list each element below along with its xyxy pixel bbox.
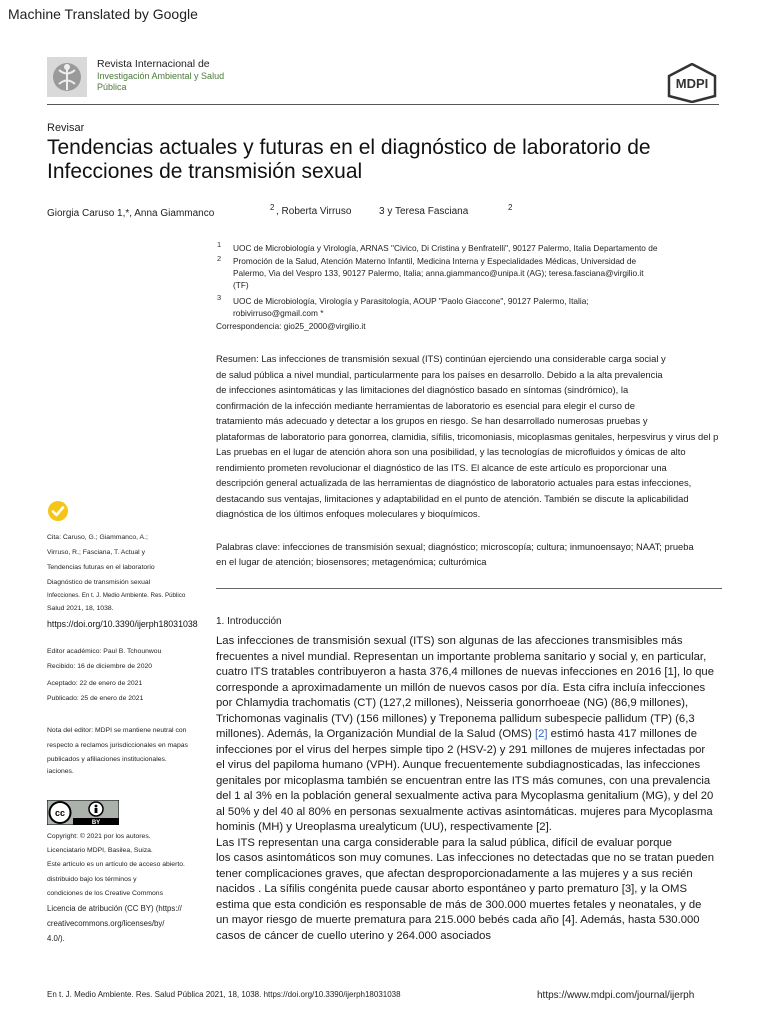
article-title: Tendencias actuales y futuras en el diagnóstico de laboratorio de Infecciones de transmisión sexual: [47, 136, 651, 183]
keywords-divider: [216, 588, 722, 589]
body-text-line: [216, 899, 701, 912]
body-text: frecuentes a nivel mundial. Representan un importante problema sanitario y social y, en particular,: [216, 651, 707, 663]
body-text: los casos asintomáticos son muy comunes. Las infecciones no detectadas que no se tratan pueden: [216, 852, 714, 864]
body-text-line: [216, 852, 714, 865]
abstract-line: confirmación de la infección mediante herramientas de laboratorio es esencial para elegir el curso de: [216, 400, 635, 411]
body-text-line: [216, 806, 713, 819]
body-text: tener complicaciones graves, que afectan desproporcionadamente a las mujeres y a sus recién: [216, 868, 693, 880]
copyright-line: Licenciatario MDPI, Basilea, Suiza.: [47, 847, 153, 854]
affiliation-line: UOC de Microbiología y Virología, ARNAS "Civico, Di Cristina y Benfratelli", 90127 Palermo, Italia Departamento de: [233, 243, 658, 253]
body-text-line: [216, 635, 683, 648]
affiliation-line: (TF): [233, 280, 249, 290]
abstract-line: de infecciones asintomáticas y las limitaciones del diagnóstico basado en síntomas (sindrómico), la: [216, 384, 629, 395]
copyright-line: condiciones de los Creative Commons: [47, 890, 163, 897]
body-text-line: [216, 883, 687, 896]
abstract-line: diagnóstica de los últimos enfoques moleculares y bioquímicos.: [216, 508, 481, 519]
copyright-line: Este artículo es un artículo de acceso abierto.: [47, 861, 185, 868]
editor-note-line: iaciones.: [47, 768, 74, 775]
doi-link[interactable]: https://doi.org/10.3390/ijerph18031038: [47, 619, 198, 629]
body-text-line: [216, 713, 695, 726]
body-text: por Chlamydia trachomatis (CT) (127,2 millones), Neisseria gonorrhoeae (NG) (86,9 millones),: [216, 697, 689, 709]
journal-url[interactable]: https://www.mdpi.com/journal/ijerph: [537, 990, 695, 1001]
body-text-line: [216, 682, 705, 695]
body-text-line: [216, 930, 491, 943]
copyright-line: Copyright: © 2021 por los autores.: [47, 833, 151, 840]
abstract-line: rendimiento prometen revolucionar el diagnóstico de las ITS. El alcance de este artículo es proporcionar una: [216, 462, 667, 473]
machine-translation-banner: Machine Translated by Google: [8, 6, 198, 22]
footer-citation: En t. J. Medio Ambiente. Res. Salud Pública 2021, 18, 1038. https://doi.org/10.3390/ijerph18031038: [47, 990, 401, 999]
editor-note-line: publicados y afiliaciones institucionales.: [47, 756, 167, 763]
license-line: 4.0/).: [47, 934, 65, 943]
body-text: infecciones por el virus del herpes simple tipo 2 (HSV-2) y 291 millones de mujeres infectadas por: [216, 744, 706, 756]
author-superscript-1: 2: [270, 203, 275, 212]
body-text-line: [216, 868, 693, 881]
body-text-line: [216, 744, 705, 757]
journal-logo-icon: [47, 57, 87, 97]
body-text-line: [216, 666, 714, 679]
article-type: Revisar: [47, 122, 85, 134]
body-text-line: [216, 914, 700, 927]
body-text: Trichomonas vaginalis (TV) (156 millones) y Treponema pallidum subespecie pallidum (TP) (6,3: [216, 713, 695, 725]
journal-subtitle-1: Investigación Ambiental y Salud: [97, 71, 225, 81]
affiliation-line: Palermo, Via del Vespro 133, 90127 Palermo, Italia; anna.giammanco@unipa.it (AG); teresa.fasciana@virgilio.it: [233, 268, 644, 278]
body-text-line: [216, 790, 713, 803]
academic-editor: Editor académico: Paul B. Tchounwou: [47, 648, 162, 655]
svg-text:cc: cc: [54, 808, 66, 818]
body-text: un mayor riesgo de muerte prematura para 215.000 bebés cada año [4]. Además, hasta 530.000: [216, 914, 700, 926]
copyright-line: distribuido bajo los términos y: [47, 876, 137, 883]
body-text: nacidos . La sífilis congénita puede causar aborto espontáneo y parto prematuro [3], y la OMS: [216, 883, 687, 895]
author-superscript-2: 2: [508, 203, 513, 212]
editor-note-line: respecto a reclamos jurisdiccionales en mapas: [47, 742, 188, 749]
citation-line: Salud 2021, 18, 1038.: [47, 605, 114, 612]
body-text: casos de cáncer de cuello uterino y 264.000 asociados: [216, 930, 492, 942]
body-text: el virus del papiloma humano (VPH). Aunque frecuentemente subdiagnosticadas, las infecciones: [216, 759, 701, 771]
abstract-line: Resumen: Las infecciones de transmisión sexual (ITS) continúan ejerciendo una considerable carga social y: [216, 353, 666, 364]
body-text: hominis (MH) y Ureoplasma urealyticum (UU), respectivamente [2].: [216, 821, 552, 833]
abstract-line: plataformas de laboratorio para gonorrea, clamidia, sífilis, tricomoniasis, micoplasmas genitales, herpesvirus y virus del p: [216, 431, 719, 442]
affiliation-number: 1: [217, 240, 222, 249]
authors-part1: Giorgia Caruso 1,*, Anna Giammanco: [47, 208, 215, 219]
check-for-updates-icon[interactable]: [47, 500, 69, 522]
body-text: cuatro ITS tratables contribuyeron a hasta 376,4 millones de nuevas infecciones en 2016 [1], lo que: [216, 666, 715, 678]
citation-link[interactable]: [2]: [534, 728, 548, 740]
affiliation-line: Promoción de la Salud, Atención Materno Infantil, Medicina Interna y Especialidades Médicas, Universidad de: [233, 256, 637, 266]
journal-subtitle-2: Pública: [97, 82, 127, 92]
received-date: Recibido: 16 de diciembre de 2020: [47, 663, 153, 670]
keywords-line: en el lugar de atención; biosensores; metagenómica; culturómica: [216, 556, 487, 567]
citation-line: Infecciones. En t. J. Medio Ambiente. Res. Público: [47, 592, 186, 599]
citation-line: Diagnóstico de transmisión sexual: [47, 579, 151, 586]
authors-part2: , Roberta Virruso: [276, 206, 352, 217]
published-date: Publicado: 25 de enero de 2021: [47, 695, 144, 702]
citation-line: Tendencias futuras en el laboratorio: [47, 564, 155, 571]
correspondence: Correspondencia: gio25_2000@virgilio.it: [216, 321, 366, 331]
cc-by-label: BY: [91, 820, 101, 825]
publisher-name: MDPI: [675, 76, 709, 91]
editor-note-line: Nota del editor: MDPI se mantiene neutral con: [47, 727, 187, 734]
abstract-line: Las pruebas en el lugar de atención ahora son una posibilidad, y las tecnologías de microfluidos y ómicas de alto: [216, 446, 686, 457]
body-text-line: [216, 837, 672, 850]
body-text: del 1 al 3% en la población general sexualmente activa para Mycoplasma genitalium (MG), y del 20: [216, 790, 714, 802]
body-text-line: [216, 651, 706, 664]
license-line[interactable]: creativecommons.org/licenses/by/: [47, 919, 165, 928]
affiliation-line: UOC de Microbiología, Virología y Parasitología, AOUP "Paolo Giaccone", 90127 Palermo, Italia;: [233, 296, 589, 306]
body-text-line: [216, 775, 710, 788]
section-title: 1. Introducción: [216, 616, 282, 627]
affiliation-number: 3: [217, 293, 222, 302]
authors-part3: 3 y Teresa Fasciana: [379, 206, 469, 217]
body-text: genitales por micoplasma también se encuentran entre las ITS más comunes, con una prevalencia: [216, 775, 711, 787]
body-text-line: [216, 697, 688, 710]
affiliation-number: 2: [217, 254, 222, 263]
affiliation-line: robivirruso@gmail.com *: [233, 308, 324, 318]
keywords-line: Palabras clave: infecciones de transmisión sexual; diagnóstico; microscopía; cultura; inmunoensayo; NAAT; prueba: [216, 541, 694, 552]
abstract-line: de salud pública a nivel mundial, particularmente para los países en desarrollo. Debido a la alta prevalencia: [216, 369, 663, 380]
body-text: Las infecciones de transmisión sexual (ITS) son algunas de las afecciones transmisibles más: [216, 635, 683, 647]
mdpi-logo-icon: [666, 63, 718, 103]
abstract-line: destacando sus ventajas, limitaciones y adaptabilidad en el punto de atención. También se discute la aplicabilidad: [216, 493, 689, 504]
body-text: corresponde a aproximadamente un millón de nuevos casos por día. Esta cifra incluía infecciones: [216, 682, 706, 694]
body-text: millones). Además, la Organización Mundial de la Salud (OMS): [216, 728, 535, 740]
accepted-date: Aceptado: 22 de enero de 2021: [47, 680, 143, 687]
body-text: Las ITS representan una carga considerable para la salud pública, difícil de evaluar porque: [216, 837, 672, 849]
body-text-line: [216, 759, 700, 772]
body-text-line: [216, 821, 552, 834]
body-text: estima que esta condición es responsable de más de 300.000 muertes fetales y neonatales, y de: [216, 899, 702, 911]
abstract-line: tratamiento más adecuado y detectar a los grupos en riesgo. Se han desarrollado numerosas pruebas y: [216, 415, 648, 426]
license-line[interactable]: Licencia de atribución (CC BY) (https://: [47, 904, 182, 913]
body-text-line: [216, 728, 697, 741]
body-text: al 50% y del 40 al 80% en personas sexualmente activas asintomáticas. mujeres para Mycoplasma: [216, 806, 713, 818]
header-divider: [47, 104, 719, 105]
citation-line: Virruso, R.; Fasciana, T. Actual y: [47, 549, 145, 556]
abstract-line: descripción general actualizada de las herramientas de diagnóstico de laboratorio actuales para estas infecciones,: [216, 477, 692, 488]
cc-by-license-icon[interactable]: [47, 800, 119, 825]
journal-name: Revista Internacional de: [97, 58, 210, 70]
citation-line: Cita: Caruso, G.; Giammanco, A.;: [47, 534, 148, 541]
body-text: estimó hasta 417 millones de: [547, 728, 697, 740]
